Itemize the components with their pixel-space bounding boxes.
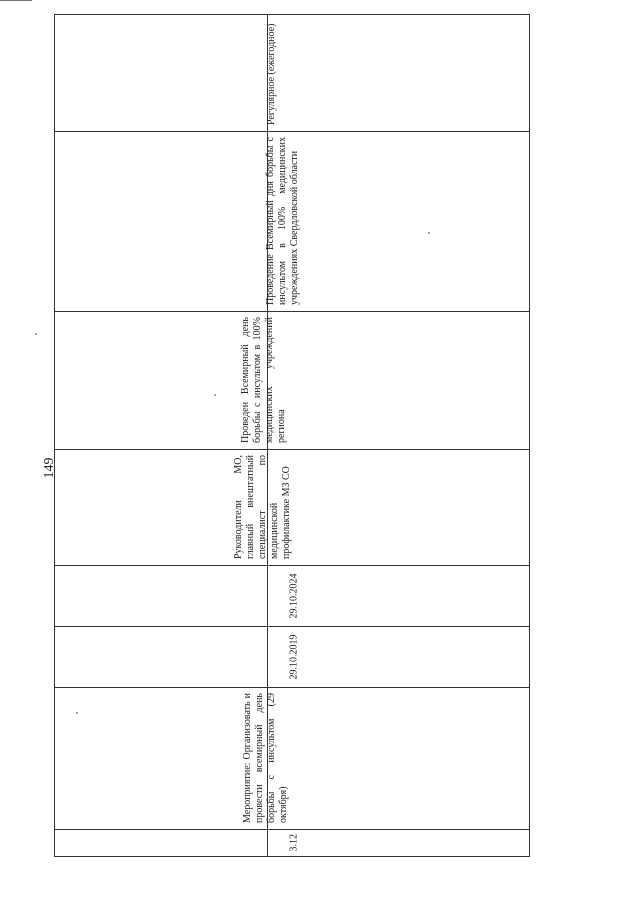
cell-row-number: 3.12 — [288, 834, 300, 852]
scan-speck — [214, 394, 216, 396]
cell-end-date: 29.10.2024 — [288, 573, 300, 619]
scan-edge-mark — [0, 0, 32, 1]
cell-responsible: Руководители МО, главный внештатный специалист по медицинской профилактике МЗ СО — [233, 455, 292, 559]
scan-speck — [428, 232, 430, 234]
cell-frequency: Регулярное (ежегодное) — [266, 23, 277, 125]
scan-speck — [35, 333, 37, 335]
cell-result: Проведен Всемирный день борьбы с инсультом в 100% медицинских учреждений региона — [240, 317, 287, 443]
page-number: 149 — [42, 457, 57, 479]
scan-speck — [76, 712, 78, 714]
cell-indicator: Проведение Всемирный дня борьбы с инсультом в 100% медицинских учреждениях Свердловской области — [265, 137, 300, 305]
cell-start-date: 29.10.2019 — [288, 634, 300, 680]
plan-table — [54, 14, 530, 857]
column-divider — [55, 311, 529, 312]
cell-activity: Мероприятие: Организовать и провести всемирный день борьбы с инсультом (29 октября) — [242, 693, 289, 823]
